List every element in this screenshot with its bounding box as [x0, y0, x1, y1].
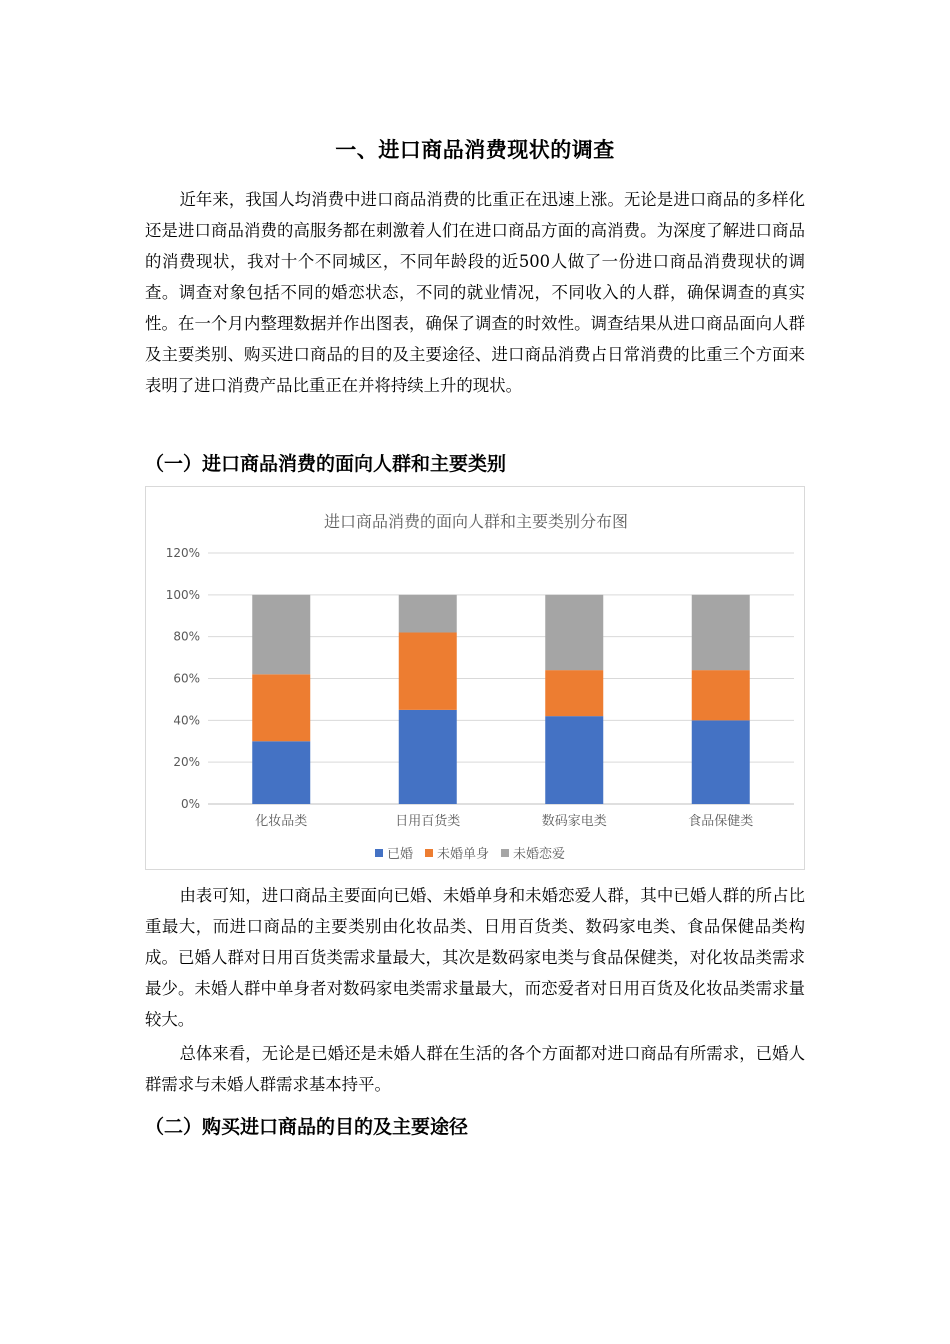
summary-paragraph: 总体来看，无论是已婚还是未婚人群在生活的各个方面都对进口商品有所需求，已婚人群需求与未婚人群需求基本持平。: [145, 1044, 805, 1094]
bar-segment: [692, 670, 750, 720]
y-tick-label: 60%: [173, 671, 200, 686]
intro-paragraph: 近年来，我国人均消费中进口商品消费的比重正在迅速上涨。无论是进口商品的多样化还是进口商品消费的高服务都在刺激着人们在进口商品方面的高消费。为深度了解进口商品的消费现状，我对十个不同城区，不同年龄段的近500人做了一份进口商品消费现状的调查。调查对象包括不同的婚恋状态，不同的就业情况，不同收入的人群，确保调查的真实性。在一个月内整理数据并作出图表，确保了调查的时效性。调查结果从进口商品面向人群及主要类别、购买进口商品的目的及主要途径、进口商品消费占日常消费的比重三个方面来表明了进口消费产品比重正在并将持续上升的现状。: [145, 190, 805, 395]
y-tick-label: 120%: [165, 546, 200, 560]
bar-segment: [545, 595, 603, 670]
x-category-label: 日用百货类: [395, 814, 461, 829]
subsection-title-1: （一）进口商品消费的面向人群和主要类别: [145, 453, 507, 475]
section-heading: 一、进口商品消费现状的调查: [335, 138, 615, 162]
bar-segment: [692, 720, 750, 804]
subsection-title-2: （二）购买进口商品的目的及主要途径: [145, 1116, 469, 1138]
x-category-label: 数码家电类: [541, 814, 607, 829]
bar-segment: [399, 710, 457, 804]
y-tick-label: 100%: [165, 587, 200, 602]
legend-label: 已婚: [387, 847, 414, 862]
chart-title: 进口商品消费的面向人群和主要类别分布图: [323, 512, 629, 531]
y-tick-label: 40%: [173, 713, 200, 728]
legend-swatch: [501, 849, 509, 857]
x-category-label: 化妆品类: [255, 814, 308, 829]
legend-label: 未婚单身: [437, 847, 490, 862]
bar-segment: [545, 670, 603, 716]
bar-segment: [692, 595, 750, 670]
y-tick-label: 20%: [173, 755, 200, 770]
legend-swatch: [425, 849, 433, 857]
stacked-bar-chart: [145, 486, 805, 870]
y-tick-label: 0%: [180, 797, 200, 811]
bar-segment: [545, 716, 603, 804]
bar-segment: [399, 595, 457, 633]
analysis-paragraph: 由表可知，进口商品主要面向已婚、未婚单身和未婚恋爱人群，其中已婚人群的所占比重最大，而进口商品的主要类别由化妆品类、日用百货类、数码家电类、食品保健品类构成。已婚人群对日用百货类需求量最大，其次是数码家电类与食品保健类，对化妆品类需求最少。未婚人群中单身者对数码家电类需求量最大，而恋爱者对日用百货及化妆品类需求量较大。: [145, 886, 805, 1029]
legend-swatch: [375, 849, 383, 857]
bar-segment: [252, 741, 310, 804]
bar-segment: [252, 674, 310, 741]
legend-label: 未婚恋爱: [513, 847, 566, 862]
x-category-label: 食品保健类: [688, 814, 754, 829]
y-tick-label: 80%: [173, 629, 200, 644]
bar-segment: [252, 595, 310, 674]
bar-segment: [399, 632, 457, 709]
chart-canvas: [146, 487, 806, 871]
